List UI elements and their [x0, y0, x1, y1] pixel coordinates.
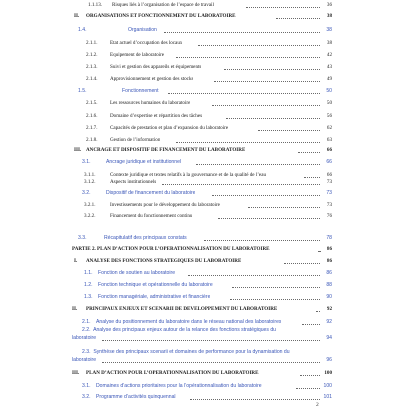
- toc-entry-title: PLAN D’ACTION POUR L’OPERATIONNALISATION DU LABORATOIRE: [86, 370, 259, 376]
- toc-entry[interactable]: [0, 50, 414, 60]
- toc-entry-title: Récapitulatif des principaux constats: [104, 235, 187, 241]
- toc-entry-number: 3.2.2.: [84, 213, 96, 219]
- toc-entry-title: Domaines d’actions prioritaires pour la l’opérationnalisation du laboratoire: [96, 383, 262, 389]
- toc-entry-number: 2.1.: [82, 319, 91, 325]
- dot-leader: [224, 63, 320, 70]
- dot-leader: [176, 136, 320, 143]
- toc-entry-title: Les ressources humaines du laboratoire: [110, 100, 191, 106]
- toc-entry-title-continued: laboratoire: [72, 357, 97, 363]
- toc-entry-title: Approvisionnement et gestion des stocks: [110, 76, 194, 82]
- toc-entry-page: 38: [326, 27, 332, 33]
- dot-leader: [230, 293, 320, 300]
- dot-leader: [300, 369, 320, 376]
- toc-entry[interactable]: [0, 111, 414, 121]
- toc-entry-number: 2.1.5.: [86, 100, 98, 106]
- toc-entry-page: 38: [326, 13, 332, 19]
- toc-entry-title: Fonction technique et opérationnelle du laboratoire: [98, 282, 213, 288]
- dot-leader: [196, 158, 320, 165]
- toc-entry[interactable]: [0, 157, 414, 167]
- toc-entry-number: 1.3.: [84, 294, 93, 300]
- toc-entry[interactable]: [0, 304, 414, 314]
- toc-entry[interactable]: [0, 256, 414, 266]
- toc-entry-page: 86: [326, 270, 332, 276]
- toc-entry[interactable]: [0, 268, 414, 278]
- toc-entry-title: Ancrage juridique et institutionnel: [106, 159, 182, 165]
- toc-entry-page: 100: [323, 383, 332, 389]
- dot-leader: [284, 257, 320, 264]
- toc-entry-number: 1.1.13.: [88, 2, 103, 8]
- dot-leader: [248, 201, 320, 208]
- toc-entry-number: 2.3.: [82, 349, 91, 355]
- toc-entry-title: Investissements pour le développement du laboratoire: [110, 202, 220, 208]
- toc-entry-page: 63: [326, 137, 332, 143]
- toc-entry[interactable]: [0, 177, 414, 187]
- toc-entry[interactable]: [0, 0, 414, 10]
- toc-entry-number: 1.2.: [84, 282, 93, 288]
- toc-entry[interactable]: [0, 381, 414, 391]
- toc-entry[interactable]: [0, 38, 414, 48]
- toc-entry-title: ANALYSE DES FONCTIONS STRATEGIQUES DU LABORATOIRE: [86, 258, 242, 264]
- dot-leader: [212, 99, 320, 106]
- toc-entry-page: 86: [326, 246, 332, 252]
- toc-entry[interactable]: [0, 123, 414, 133]
- toc-entry[interactable]: [0, 233, 414, 243]
- toc-entry-title: Capacités de prestation et plan d’expansion du laboratoire: [110, 125, 229, 131]
- toc-entry[interactable]: [0, 292, 414, 302]
- dot-leader: [204, 234, 320, 241]
- toc-entry-page: 92: [326, 306, 332, 312]
- toc-entry[interactable]: [0, 392, 414, 402]
- toc-entry-title: Aspects institutionnels: [110, 179, 157, 185]
- toc-entry-page: 43: [326, 64, 332, 70]
- toc-entry-page: 92: [326, 319, 332, 325]
- toc-entry-number: 2.1.7.: [86, 125, 98, 131]
- toc-entry[interactable]: [0, 86, 414, 96]
- toc-entry-number: 3.2.1.: [84, 202, 96, 208]
- toc-entry-number: 2.1.2.: [86, 52, 98, 58]
- dot-leader: [318, 245, 320, 252]
- toc-entry-page: 78: [326, 235, 332, 241]
- toc-entry-page: 56: [326, 113, 332, 119]
- toc-entry-number: 3.3.: [78, 235, 87, 241]
- toc-entry-number: 3.2.: [82, 190, 91, 196]
- toc-entry-number: 3.1.2.: [84, 179, 96, 185]
- toc-entry[interactable]: [0, 145, 414, 155]
- toc-entry-page: 73: [326, 179, 332, 185]
- toc-entry[interactable]: [0, 62, 414, 72]
- toc-entry-page: 42: [326, 52, 332, 58]
- toc-entry-page: 49: [326, 76, 332, 82]
- toc-entry-page: 100: [324, 370, 332, 376]
- toc-entry-page: 38: [326, 40, 332, 46]
- toc-entry[interactable]: [0, 25, 414, 35]
- toc-entry[interactable]: [0, 135, 414, 145]
- dot-leader: [218, 212, 320, 219]
- page-number: 2: [316, 402, 319, 408]
- toc-entry-title: Domaine d’expertise et répartition des tâches: [110, 113, 203, 119]
- toc-entry-number: III.: [74, 147, 82, 153]
- toc-entry-page: 66: [326, 172, 332, 178]
- toc-entry-number: 3.1.1.: [84, 172, 96, 178]
- toc-entry[interactable]: [0, 11, 414, 21]
- dot-leader: [258, 124, 320, 131]
- toc-entry-title: ANCRAGE ET DISPOSITIF DE FINANCEMENT DU LABORATOIRE: [86, 147, 246, 153]
- toc-entry-title: Organisation: [128, 27, 157, 33]
- toc-entry-title: Analyse des principaux enjeux autour de la relance des fonctions stratégiques du: [93, 327, 276, 333]
- toc-entry-title: Gestion de l’information: [110, 137, 161, 143]
- dot-leader: [176, 51, 320, 58]
- dot-leader: [212, 189, 320, 196]
- toc-entry-number: 3.1.: [82, 383, 91, 389]
- toc-entry-page: 73: [326, 190, 332, 196]
- toc-entry-page: 62: [326, 125, 332, 131]
- toc-entry-page: 66: [326, 147, 332, 153]
- toc-entry-continuation[interactable]: [0, 355, 414, 365]
- dot-leader: [246, 1, 320, 8]
- toc-entry-number: 2.1.1.: [86, 40, 98, 46]
- dot-leader: [102, 356, 320, 363]
- toc-entry-title-continued: laboratoire: [72, 335, 97, 341]
- toc-entry-title: Fonctionnement: [122, 88, 159, 94]
- toc-entry-page: 88: [326, 282, 332, 288]
- toc-entry-page: 66: [326, 159, 332, 165]
- toc-entry-title: PRINCIPAUX ENJEUX ET SCENARII DE DEVELOPPEMENT DU LABORATOIRE: [86, 306, 278, 312]
- toc-entry-title: Fonction managériale, administrative et financière: [98, 294, 211, 300]
- toc-entry-number: 2.1.3.: [86, 64, 98, 70]
- toc-entry[interactable]: [0, 211, 414, 221]
- toc-entry-title: Suivi et gestion des appareils et équipements: [110, 64, 202, 70]
- dot-leader: [232, 281, 320, 288]
- dot-leader: [302, 318, 320, 325]
- dot-leader: [226, 112, 320, 119]
- toc-entry-number: III.: [72, 370, 80, 376]
- toc-entry-page: 90: [326, 294, 332, 300]
- toc-entry-title: Fonction de soutien au laboratoire: [98, 270, 176, 276]
- toc-entry-page: 36: [326, 2, 332, 8]
- dot-leader: [298, 146, 320, 153]
- toc-entry-number: 3.2.: [82, 394, 91, 400]
- toc-entry-number: II.: [72, 306, 78, 312]
- toc-entry-number: 1.5.: [78, 88, 87, 94]
- dot-leader: [198, 39, 320, 46]
- toc-entry-page: 76: [326, 213, 332, 219]
- toc-entry-number: 1.4.: [78, 27, 87, 33]
- toc-entry[interactable]: [0, 244, 414, 254]
- dot-leader: [214, 75, 320, 82]
- toc-entry-number: II.: [74, 13, 80, 19]
- dot-leader: [164, 26, 320, 33]
- toc-entry-page: 73: [326, 202, 332, 208]
- toc-entry[interactable]: [0, 368, 414, 378]
- toc-entry-title: Financement du fonctionnement continu: [110, 213, 193, 219]
- toc-entry-page: 101: [323, 394, 332, 400]
- toc-entry-title: Contexte juridique et textes relatifs à la gouvernance et de la qualité de l’eau: [110, 172, 267, 178]
- toc-entry[interactable]: [0, 188, 414, 198]
- toc-entry-number: 1.1.: [84, 270, 93, 276]
- toc-entry-title: ORGANISATIONS ET FONCTIONNEMENT DU LABORATOIRE: [86, 13, 236, 19]
- dot-leader: [276, 12, 320, 19]
- toc-entry-title: Risques liés à l’organisation de l’espace de travail: [112, 2, 214, 8]
- dot-leader: [102, 334, 320, 341]
- dot-leader: [168, 87, 320, 94]
- toc-entry-title: Equipement de laboratoire: [110, 52, 165, 58]
- toc-entry[interactable]: [0, 98, 414, 108]
- toc-entry-page: 50: [326, 100, 332, 106]
- dot-leader: [316, 305, 320, 312]
- toc-entry-number: 2.1.8.: [86, 137, 98, 143]
- toc-entry-page: 50: [326, 88, 332, 94]
- toc-entry[interactable]: [0, 200, 414, 210]
- dot-leader: [188, 269, 320, 276]
- toc-entry-title: Programme d’activités quinquennal: [96, 394, 176, 400]
- toc-entry-title: Analyse du positionnement du laboratoire dans le réseau national des laboratoires: [96, 319, 282, 325]
- toc-entry[interactable]: [0, 280, 414, 290]
- toc-entry-page: 94: [326, 335, 332, 341]
- toc-entry-page: 96: [326, 357, 332, 363]
- toc-entry-title: Synthèse des principaux scenarii et domaines de performance pour la dynamisation du: [93, 349, 290, 355]
- dot-leader: [162, 178, 320, 185]
- toc-entry[interactable]: [0, 74, 414, 84]
- toc-entry-page: 86: [326, 258, 332, 264]
- toc-entry-title: Etat actuel d’occupation des locaux: [110, 40, 183, 46]
- toc-entry-continuation[interactable]: [0, 333, 414, 343]
- toc-entry-title: PARTIE 2. PLAN D’ACTION POUR L’OPERATIONNALISATION DU LABORATOIRE: [72, 246, 270, 252]
- toc-entry-number: I.: [74, 258, 78, 264]
- toc-entry-number: 2.2.: [82, 327, 91, 333]
- dot-leader: [296, 382, 320, 389]
- dot-leader: [190, 393, 320, 400]
- toc-entry-number: 2.1.4.: [86, 76, 98, 82]
- toc-entry-title: Dispositif de financement du laboratoire: [106, 190, 196, 196]
- toc-entry-number: 3.1.: [82, 159, 91, 165]
- toc-entry-number: 2.1.6.: [86, 113, 98, 119]
